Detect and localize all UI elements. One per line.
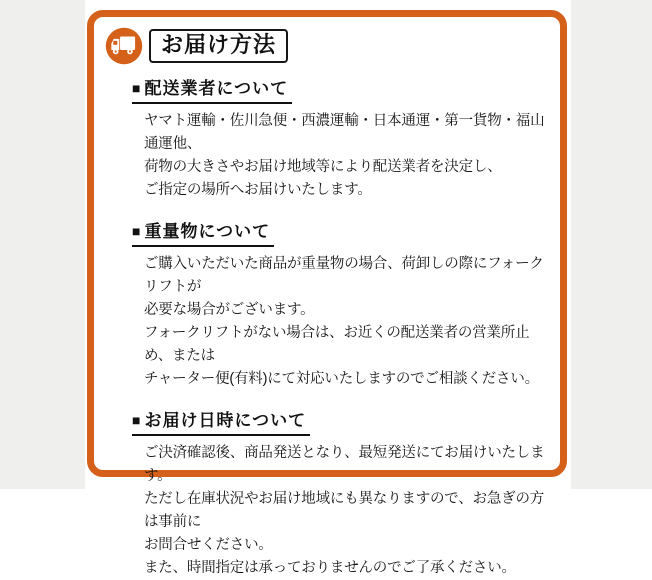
body-line: また、時間指定は承っておりませんのでご了承ください。 [144, 560, 516, 576]
body-line: ヤマト運輸・佐川急便・西濃運輸・日本通運・第一貨物・福山通運他、 [144, 113, 545, 152]
section-carriers-body [144, 110, 546, 202]
section-heavy-items-body [144, 253, 546, 391]
square-bullet-icon: ■ [132, 412, 142, 428]
section-delivery-schedule-heading [132, 406, 310, 436]
section-heavy-items-heading-text: 重量物について [144, 222, 271, 241]
body-line: ご指定の場所へお届けいたします。 [144, 182, 372, 198]
section-carriers [132, 74, 546, 202]
page-title: お届け方法 [149, 29, 288, 63]
section-heavy-items-heading [132, 217, 274, 247]
body-line: ご決済確認後、商品発送となり、最短発送にてお届けいたします。 [144, 445, 545, 484]
section-heavy-items [132, 217, 546, 391]
content-column [85, 0, 571, 576]
body-line: お問合せください。 [144, 537, 273, 553]
body-line: ただし在庫状況やお届け地域にも異なりますので、お急ぎの方は事前に [144, 491, 545, 530]
section-delivery-schedule-heading-text: お届け日時について [144, 411, 307, 430]
body-line: チャーター便(有料)にて対応いたしますのでご相談ください。 [144, 371, 539, 387]
truck-icon [105, 27, 143, 65]
square-bullet-icon: ■ [132, 80, 142, 96]
section-delivery-schedule-body [144, 442, 546, 580]
sections-container [132, 74, 546, 580]
body-line: 必要な場合がございます。 [144, 302, 315, 318]
body-line: フォークリフトがない場合は、お近くの配送業者の営業所止め、または [144, 325, 530, 364]
square-bullet-icon: ■ [132, 223, 142, 239]
section-carriers-heading-text: 配送業者について [144, 79, 289, 98]
section-carriers-heading [132, 74, 292, 104]
body-line: ご購入いただいた商品が重量物の場合、荷卸しの際にフォークリフトが [144, 256, 544, 295]
delivery-info-card [87, 10, 567, 576]
section-delivery-schedule [132, 406, 546, 580]
body-line: 荷物の大きさやお届け地域等により配送業者を決定し、 [144, 159, 502, 175]
card-header [105, 27, 560, 65]
